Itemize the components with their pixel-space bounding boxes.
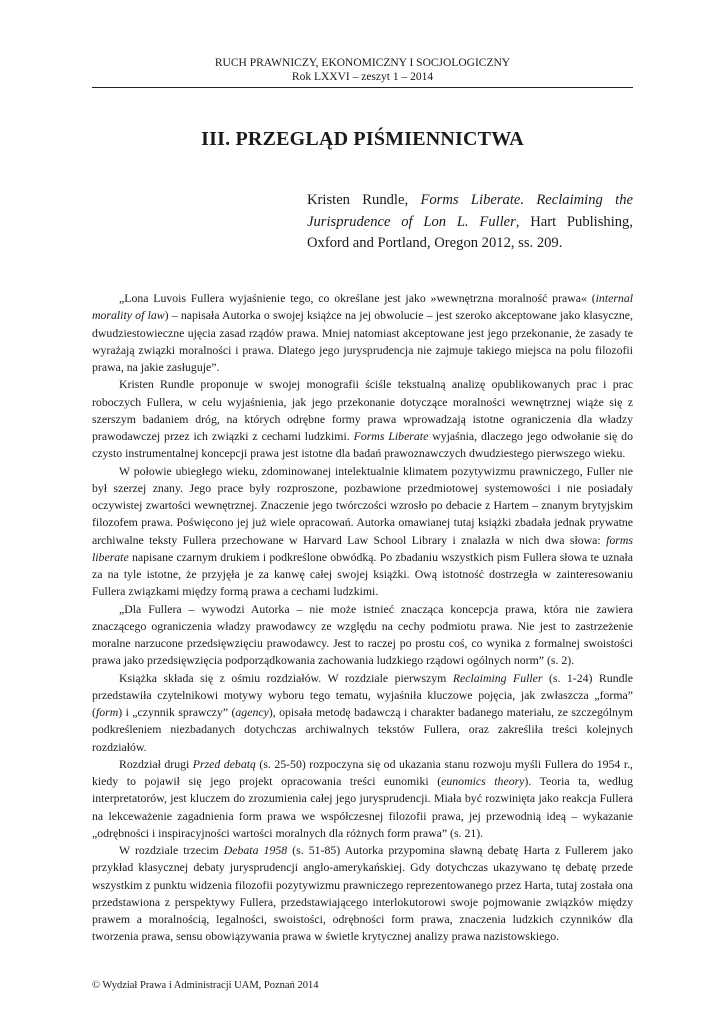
italic-term: eunomics theory [441, 774, 525, 788]
citation-title: Forms Liberate. Reclaiming the Jurisprudence of Lon L. Fuller [307, 192, 633, 230]
paragraph-text: „Lona Luvois Fullera wyjaśnienie tego, co określane jest jako »wewnętrzna moralność prawa« ( [119, 291, 596, 305]
footer-copyright: © Wydział Prawa i Administracji UAM, Poznań 2014 [92, 980, 319, 991]
section-title: III. PRZEGLĄD PIŚMIENNICTWA [201, 128, 524, 150]
running-head [92, 56, 633, 84]
paragraph-text: „Dla Fullera – wywodzi Autorka – nie może istnieć znacząca koncepcja prawa, która nie zawiera znaczącego ograniczenia władzy prawodawcy ze względu na cechy podmiotu prawa. Nie jest to zastrzeżenie moralne narzucone przedsięwzięciu prawodawcy. Jest to raczej po prostu coś, co wynika z formalnej swoistości prawa jako przedsięwzięcia podporządkowania zachowania ludzkiego rządowi ogólnych norm” (s. 2). [92, 601, 633, 668]
citation-publisher: , Hart Publishing, Oxford and Portland, Oregon 2012, ss. 209. [307, 213, 633, 251]
body-paragraph [92, 463, 633, 601]
body-paragraph [92, 290, 633, 376]
header-rule [92, 87, 633, 88]
book-citation [307, 190, 633, 255]
paragraph-text: ) – napisała Autorka o swojej książce na jej obwolucie – jest szeroko akceptowane jako klasyczne, dwudziestowieczne ujęcia zasad rządów prawa. Mniej natomiast akceptowane jest jego przekonanie, że zasady te wyrażają związki moralności i prawa. Dlatego jego jurysprudencja nie zajmuje takiego miejsca na polu filozofii prawa, na jakie zasługuje”. [92, 308, 633, 374]
italic-term: internal morality of law [92, 291, 633, 323]
paragraph-text: (s. 1-24) Rundle przedstawiła czytelnikowi motywy wyboru tego tematu, wyjaśniła kluczowe pojęcia, jak zwłaszcza „forma” ( [92, 670, 633, 719]
paragraph-text: (s. 25-50) rozpoczyna się od ukazania stanu rozwoju myśli Fullera do 1954 r., kiedy to pojawił się jego projekt opracowania treści eunomiki ( [92, 756, 633, 788]
paragraph-text: wyjaśnia, dlaczego jego odwołanie się do czysto instrumentalnej koncepcji prawa jest istotne dla badań prawoznawczych dwudziestego pierwszego wieku. [92, 429, 633, 461]
review-body [92, 290, 633, 946]
italic-term: Reclaiming Fuller [452, 670, 543, 685]
body-paragraph [92, 842, 633, 946]
body-paragraph [92, 376, 633, 462]
italic-term: form [95, 705, 119, 719]
italic-term: Debata 1958 [223, 843, 288, 857]
paragraph-text: Rozdział drugi [119, 756, 193, 771]
citation-author: Kristen Rundle, [307, 192, 409, 208]
body-paragraph [92, 670, 633, 756]
paragraph-text: Książka składa się z ośmiu rozdziałów. W rozdziale pierwszym [119, 670, 453, 685]
paragraph-text: ). Teoria ta, według interpretatorów, jest kluczem do zrozumienia całej jego jurysprudencji. Miała być rozwinięta jako reakcja Fullera na lekceważenie zagadnienia form prawa we współczesnej filozofii prawa, jej przewodnią ideą – wykazanie „odrębności i inspiracyjności wartości moralnych dla różnych form prawa” (s. 21). [92, 774, 633, 840]
italic-term: Przed debatą [192, 756, 256, 771]
paragraph-text: ) i „czynnik sprawczy” ( [118, 705, 236, 719]
journal-title: RUCH PRAWNICZY, EKONOMICZNY I SOCJOLOGICZNY [214, 57, 511, 69]
paragraph-text: napisane czarnym drukiem i podkreślone obwódką. Po zbadaniu wszystkich pism Fullera słowa te uznała za na tyle istotne, że przyjęła je za kanwę całej swojej książki. Ową istotność dostrzegła w zainteresowaniu Fullera związkami między formą prawa a cechami ludzkimi. [92, 549, 633, 599]
paragraph-text: Kristen Rundle proponuje w swojej monografii ściśle tekstualną analizę opublikowanych prac i prac roboczych Fullera, w celu wyjaśnienia, jak jego przekonanie dotyczące moralności wewnętrznej wiąże się z szerszym badaniem dróg, na których odrębne formy prawa wprowadzają istotne ograniczenia dla władzy prawodawczej przez ich związki z cechami ludzkimi. [92, 377, 633, 443]
body-paragraph [92, 601, 633, 670]
issue-info: Rok LXXVI – zeszyt 1 – 2014 [291, 71, 434, 83]
italic-term: forms liberate [92, 532, 633, 564]
paragraph-text: (s. 51-85) Autorka przypomina sławną debatę Harta z Fullerem jako przykład klasycznej debaty jurysprudencji anglo-amerykańskiej. Gdy dotychczas ukazywano tę debatę przede wszystkim z punktu widzenia filozofii pozytywizmu prawniczego reprezentowanego przez Harta, tutaj została ona przedstawiona z perspektywy Fullera, przedstawiającego interlokutorowi swoje pojmowanie związków między prawem a moralnością, legalności, swoistości, odrębności form prawa, znaczenia ludzkich czynników dla tworzenia prawa, sensu obowiązywania prawa w świetle krytycznej analizy prawa nazistowskiego. [92, 843, 633, 944]
paragraph-text: W połowie ubiegłego wieku, zdominowanej intelektualnie klimatem pozytywizmu prawniczego, Fuller nie był szerzej znany. Jego prace były rozproszone, pozbawione przedmiotowej systemowości i nie posiadały oczywistej zwartości wewnętrznej. Znaczenie jego twórczości wzrosło po debacie z Hartem – znanym brytyjskim filozofem prawa. Poświęcono jej już wiele opracowań. Autorka omawianej tutaj książki zbadała jednak prywatne archiwalne teksty Fullera przechowane w Harvard Law School Library i znalazła w nich dwa słowa: [92, 463, 633, 547]
italic-term: Forms Liberate [353, 429, 429, 443]
paragraph-text: ), opisała metodę badawczą i charakter badanego materiału, ze szczególnym podkreśleniem niezbadanych dotychczas archiwalnych tekstów Fullera, oraz zakreśliła treści kolejnych rozdziałów. [92, 705, 633, 754]
italic-term: agency [235, 705, 269, 719]
paragraph-text: W rozdziale trzecim [119, 843, 224, 857]
body-paragraph [92, 756, 633, 842]
